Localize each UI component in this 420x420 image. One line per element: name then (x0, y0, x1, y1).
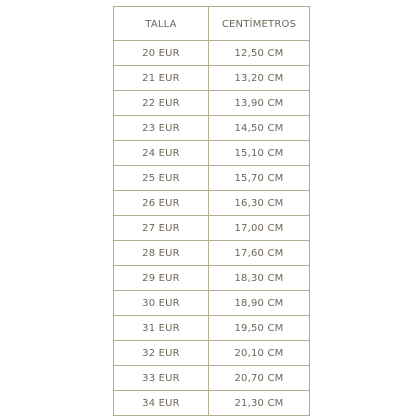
size-cell: 20 EUR (114, 41, 209, 66)
size-cell: 23 EUR (114, 116, 209, 141)
size-cell: 26 EUR (114, 191, 209, 216)
centimeters-cell: 16,30 CM (209, 191, 310, 216)
size-cell: 34 EUR (114, 391, 209, 416)
table-row (114, 141, 310, 166)
header-centimeters: CENTÍMETROS (209, 7, 310, 41)
table-row (114, 316, 310, 341)
size-cell: 32 EUR (114, 341, 209, 366)
table-row (114, 41, 310, 66)
size-cell: 31 EUR (114, 316, 209, 341)
table-row (114, 166, 310, 191)
table-row (114, 241, 310, 266)
size-cell: 27 EUR (114, 216, 209, 241)
centimeters-cell: 21,30 CM (209, 391, 310, 416)
size-cell: 24 EUR (114, 141, 209, 166)
header-row (114, 7, 310, 41)
centimeters-cell: 13,20 CM (209, 66, 310, 91)
table-row (114, 266, 310, 291)
size-chart-body (114, 41, 310, 416)
size-cell: 33 EUR (114, 366, 209, 391)
size-cell: 22 EUR (114, 91, 209, 116)
size-chart-header (114, 7, 310, 41)
centimeters-cell: 17,00 CM (209, 216, 310, 241)
table-row (114, 391, 310, 416)
table-row (114, 216, 310, 241)
table-row (114, 191, 310, 216)
centimeters-cell: 14,50 CM (209, 116, 310, 141)
table-row (114, 291, 310, 316)
table-row (114, 366, 310, 391)
size-cell: 30 EUR (114, 291, 209, 316)
centimeters-cell: 18,90 CM (209, 291, 310, 316)
size-cell: 29 EUR (114, 266, 209, 291)
size-chart-table (113, 6, 310, 416)
table-row (114, 91, 310, 116)
size-cell: 28 EUR (114, 241, 209, 266)
size-cell: 21 EUR (114, 66, 209, 91)
centimeters-cell: 20,10 CM (209, 341, 310, 366)
table-row (114, 116, 310, 141)
centimeters-cell: 20,70 CM (209, 366, 310, 391)
centimeters-cell: 12,50 CM (209, 41, 310, 66)
centimeters-cell: 13,90 CM (209, 91, 310, 116)
header-size: TALLA (114, 7, 209, 41)
centimeters-cell: 17,60 CM (209, 241, 310, 266)
centimeters-cell: 19,50 CM (209, 316, 310, 341)
table-row (114, 341, 310, 366)
centimeters-cell: 18,30 CM (209, 266, 310, 291)
size-cell: 25 EUR (114, 166, 209, 191)
centimeters-cell: 15,10 CM (209, 141, 310, 166)
centimeters-cell: 15,70 CM (209, 166, 310, 191)
table-row (114, 66, 310, 91)
